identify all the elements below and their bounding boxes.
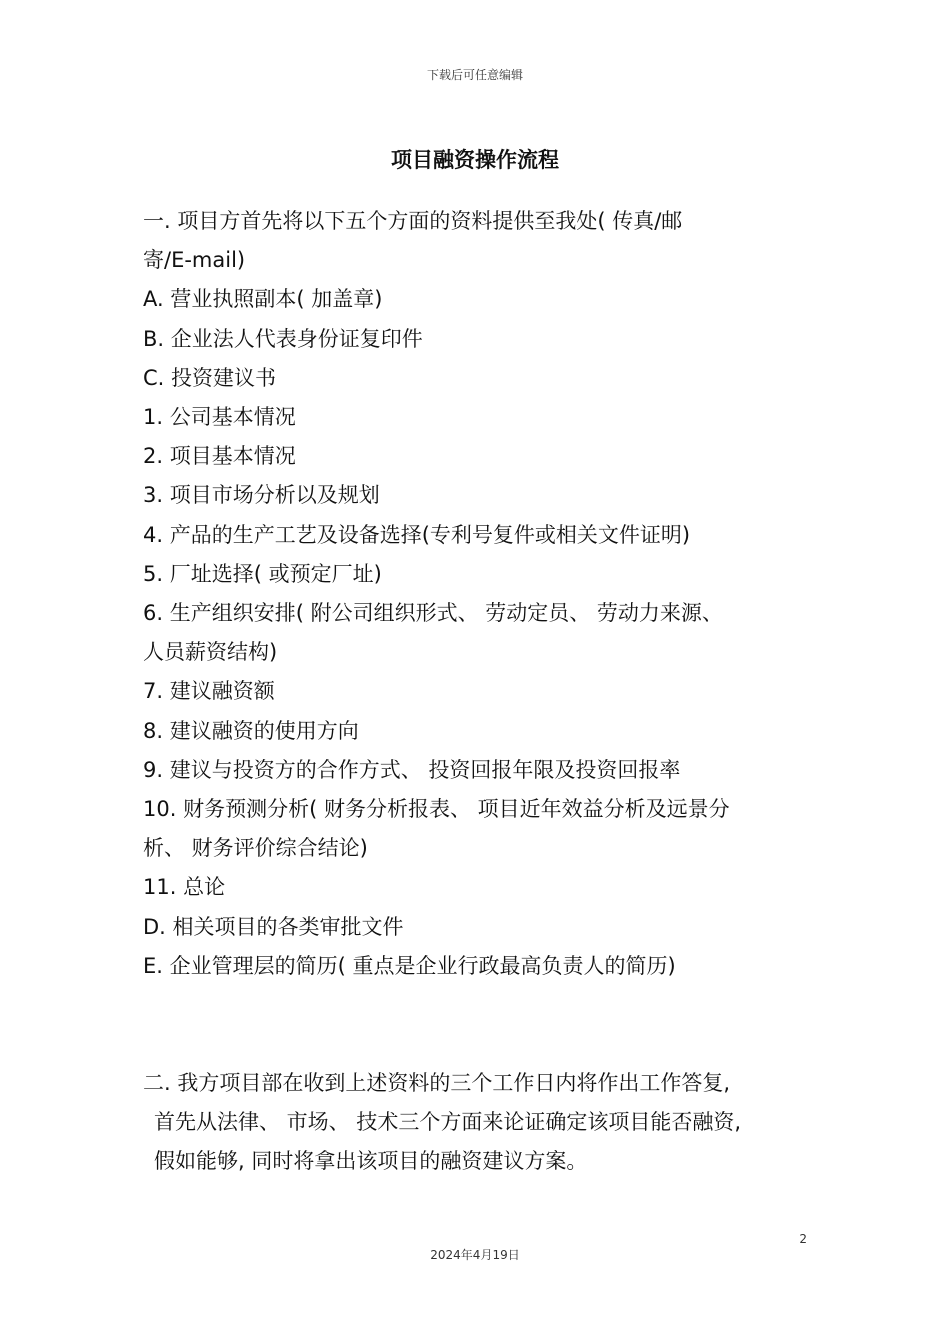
section1-intro-line2: 寄/E-mail) — [143, 248, 246, 273]
section2-line3: 假如能够, 同时将拿出该项目的融资建议方案。 — [154, 1149, 588, 1174]
list-item: 1. 公司基本情况 — [143, 405, 296, 430]
list-item: 2. 项目基本情况 — [143, 444, 296, 469]
list-item: 析、 财务评价综合结论) — [143, 836, 368, 861]
section2-line2: 首先从法律、 市场、 技术三个方面来论证确定该项目能否融资, — [154, 1110, 742, 1135]
list-item: E. 企业管理层的简历( 重点是企业行政最高负责人的简历) — [143, 953, 676, 978]
section-spacer — [143, 986, 823, 1064]
list-item: 10. 财务预测分析( 财务分析报表、 项目近年效益分析及远景分 — [143, 797, 730, 822]
page-number: 2 — [799, 1232, 807, 1246]
list-item: 4. 产品的生产工艺及设备选择(专利号复件或相关文件证明) — [143, 522, 691, 547]
list-item: 11. 总论 — [143, 875, 226, 900]
document-body — [143, 202, 823, 1182]
list-item: 9. 建议与投资方的合作方式、 投资回报年限及投资回报率 — [143, 757, 681, 782]
section1-intro-line1: 一. 项目方首先将以下五个方面的资料提供至我处( 传真/邮 — [143, 209, 683, 233]
list-item: D. 相关项目的各类审批文件 — [143, 914, 404, 939]
list-item: A. 营业执照副本( 加盖章) — [143, 287, 383, 312]
list-item: 6. 生产组织安排( 附公司组织形式、 劳动定员、 劳动力来源、 — [143, 601, 723, 626]
list-item: 8. 建议融资的使用方向 — [143, 718, 359, 743]
list-item: 3. 项目市场分析以及规划 — [143, 483, 380, 508]
page-footer-date: 2024年4月19日 — [430, 1248, 520, 1262]
page-header: 下载后可任意编辑 — [426, 68, 523, 82]
list-item: 7. 建议融资额 — [143, 679, 275, 704]
section2-line1: 二. 我方项目部在收到上述资料的三个工作日内将作出工作答复, — [143, 1071, 731, 1096]
list-item: B. 企业法人代表身份证复印件 — [143, 326, 423, 351]
list-item: C. 投资建议书 — [143, 365, 277, 390]
list-item: 5. 厂址选择( 或预定厂址) — [143, 561, 382, 586]
list-item: 人员薪资结构) — [143, 640, 278, 665]
document-title: 项目融资操作流程 — [391, 148, 559, 172]
